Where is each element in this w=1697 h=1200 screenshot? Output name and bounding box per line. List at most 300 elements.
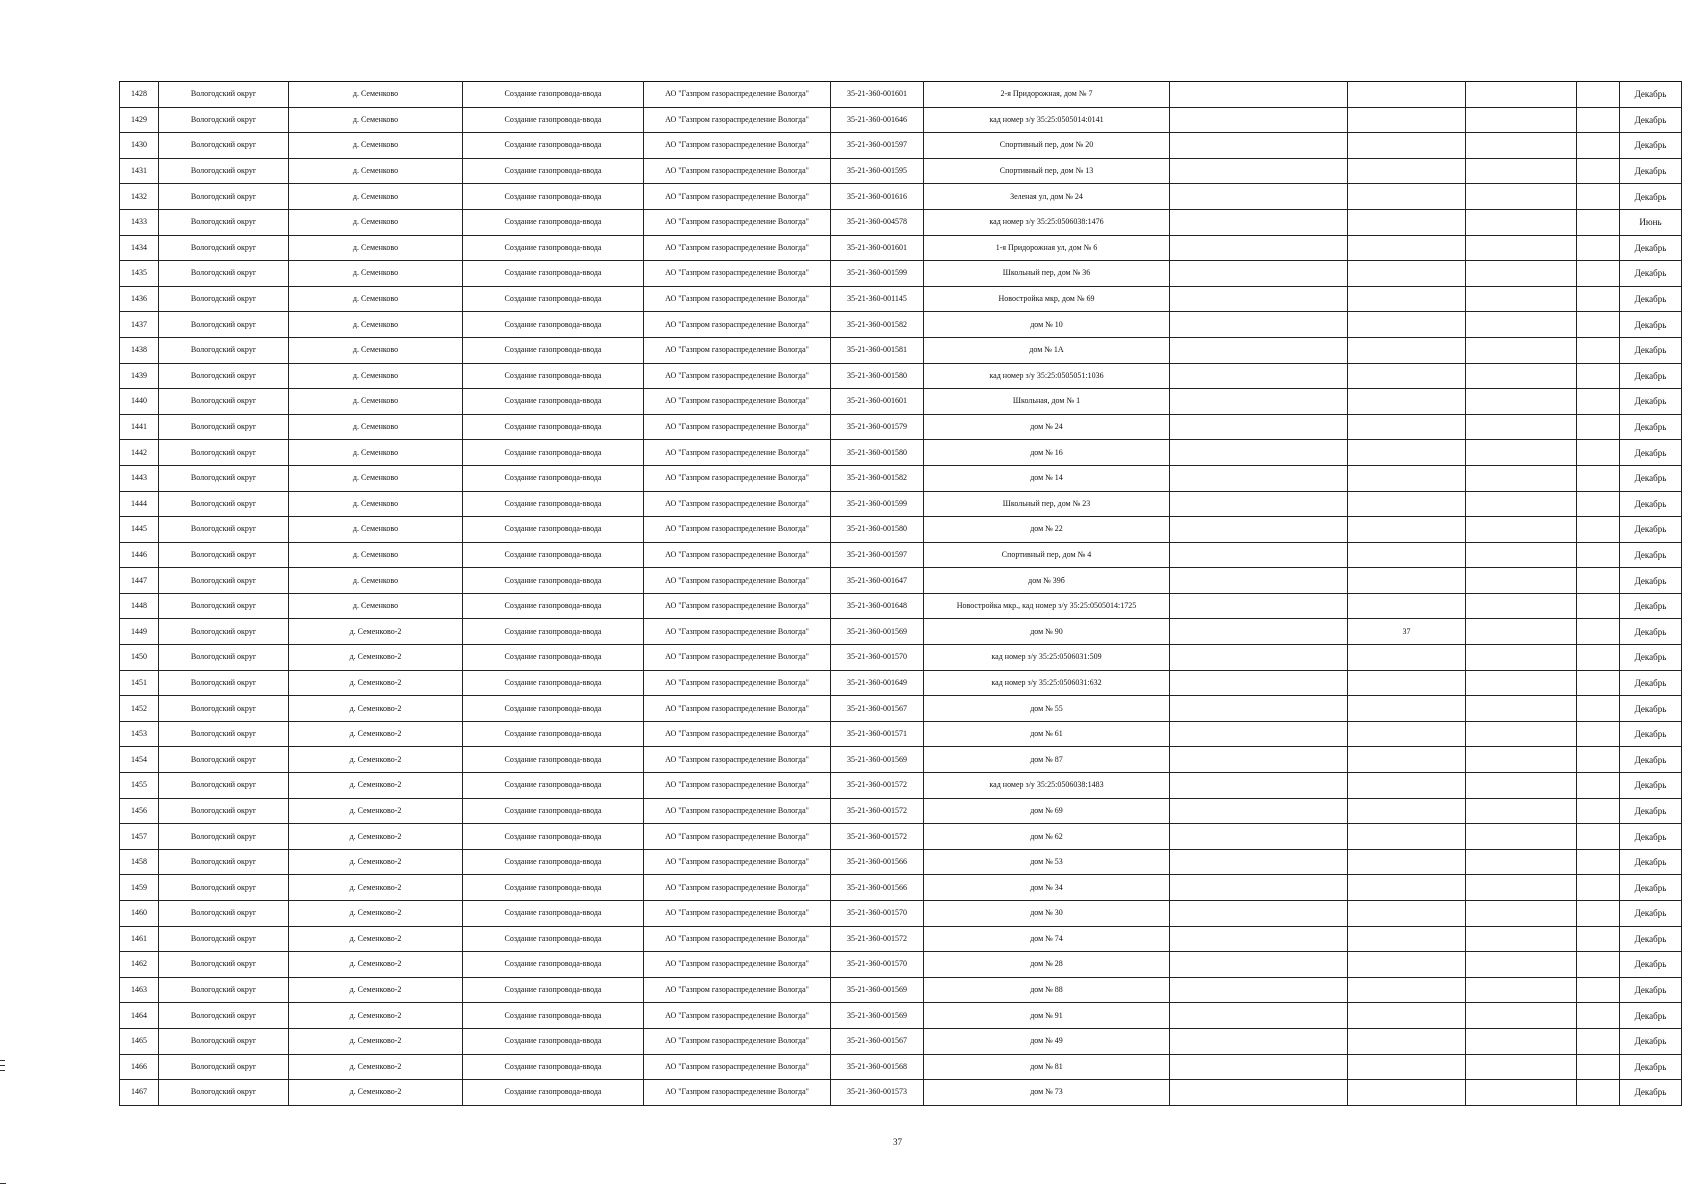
cell-c11: [1577, 82, 1620, 108]
cell-district: Вологодский округ: [159, 107, 289, 133]
cell-work-type: Создание газопровода-ввода: [463, 363, 644, 389]
cell-object-code: 35-21-360-001572: [831, 824, 924, 850]
cell-c11: [1577, 286, 1620, 312]
cell-c10: [1466, 517, 1577, 543]
cell-c10: [1466, 261, 1577, 287]
cell-c11: [1577, 568, 1620, 594]
cell-c11: [1577, 619, 1620, 645]
cell-object-code: 35-21-360-001569: [831, 747, 924, 773]
cell-district: Вологодский округ: [159, 286, 289, 312]
table-row: [120, 158, 1682, 184]
cell-work-type: Создание газопровода-ввода: [463, 747, 644, 773]
cell-c8: [1170, 721, 1348, 747]
cell-organization: АО "Газпром газораспределение Вологда": [644, 389, 831, 415]
cell-c9: [1348, 1028, 1466, 1054]
cell-district: Вологодский округ: [159, 952, 289, 978]
cell-c8: [1170, 926, 1348, 952]
cell-work-type: Создание газопровода-ввода: [463, 696, 644, 722]
cell-num: 1460: [120, 901, 159, 927]
table-row: [120, 261, 1682, 287]
cell-locality: д. Семенково: [289, 261, 463, 287]
cell-c10: [1466, 593, 1577, 619]
table-row: [120, 773, 1682, 799]
table-row: [120, 721, 1682, 747]
cell-c8: [1170, 849, 1348, 875]
cell-c9: [1348, 235, 1466, 261]
cell-c9: [1348, 389, 1466, 415]
cell-c10: [1466, 926, 1577, 952]
table-row: [120, 1054, 1682, 1080]
cell-organization: АО "Газпром газораспределение Вологда": [644, 312, 831, 338]
cell-num: 1453: [120, 721, 159, 747]
cell-district: Вологодский округ: [159, 542, 289, 568]
cell-address: кад номер з/у 35:25:0506031:509: [924, 645, 1170, 671]
gas-connection-table: [119, 81, 1682, 1106]
cell-c9: 37: [1348, 619, 1466, 645]
cell-locality: д. Семенково-2: [289, 1003, 463, 1029]
cell-c11: [1577, 977, 1620, 1003]
cell-month: Декабрь: [1620, 261, 1682, 287]
cell-object-code: 35-21-360-001582: [831, 312, 924, 338]
cell-district: Вологодский округ: [159, 414, 289, 440]
cell-organization: АО "Газпром газораспределение Вологда": [644, 465, 831, 491]
cell-c8: [1170, 82, 1348, 108]
cell-district: Вологодский округ: [159, 491, 289, 517]
cell-district: Вологодский округ: [159, 696, 289, 722]
cell-c11: [1577, 184, 1620, 210]
cell-c8: [1170, 696, 1348, 722]
cell-address: дом № 1А: [924, 337, 1170, 363]
cell-locality: д. Семенково-2: [289, 645, 463, 671]
cell-work-type: Создание газопровода-ввода: [463, 977, 644, 1003]
cell-work-type: Создание газопровода-ввода: [463, 261, 644, 287]
cell-object-code: 35-21-360-001599: [831, 491, 924, 517]
table-row: [120, 593, 1682, 619]
cell-num: 1447: [120, 568, 159, 594]
cell-c9: [1348, 875, 1466, 901]
cell-locality: д. Семенково: [289, 491, 463, 517]
cell-organization: АО "Газпром газораспределение Вологда": [644, 363, 831, 389]
table-row: [120, 491, 1682, 517]
cell-work-type: Создание газопровода-ввода: [463, 465, 644, 491]
cell-locality: д. Семенково-2: [289, 1080, 463, 1106]
cell-address: дом № 49: [924, 1028, 1170, 1054]
cell-district: Вологодский округ: [159, 721, 289, 747]
cell-organization: АО "Газпром газораспределение Вологда": [644, 926, 831, 952]
cell-work-type: Создание газопровода-ввода: [463, 440, 644, 466]
cell-organization: АО "Газпром газораспределение Вологда": [644, 568, 831, 594]
cell-work-type: Создание газопровода-ввода: [463, 414, 644, 440]
cell-month: Декабрь: [1620, 1054, 1682, 1080]
cell-organization: АО "Газпром газораспределение Вологда": [644, 824, 831, 850]
cell-work-type: Создание газопровода-ввода: [463, 824, 644, 850]
cell-c8: [1170, 1080, 1348, 1106]
cell-district: Вологодский округ: [159, 133, 289, 159]
cell-c10: [1466, 901, 1577, 927]
cell-locality: д. Семенково-2: [289, 901, 463, 927]
cell-month: Декабрь: [1620, 670, 1682, 696]
cell-object-code: 35-21-360-001573: [831, 1080, 924, 1106]
cell-c9: [1348, 158, 1466, 184]
cell-organization: АО "Газпром газораспределение Вологда": [644, 1080, 831, 1106]
cell-c11: [1577, 542, 1620, 568]
cell-c10: [1466, 209, 1577, 235]
cell-c11: [1577, 491, 1620, 517]
cell-district: Вологодский округ: [159, 977, 289, 1003]
cell-address: дом № 39б: [924, 568, 1170, 594]
cell-c8: [1170, 440, 1348, 466]
cell-object-code: 35-21-360-001616: [831, 184, 924, 210]
cell-num: 1450: [120, 645, 159, 671]
cell-c9: [1348, 440, 1466, 466]
cell-month: Декабрь: [1620, 747, 1682, 773]
cell-address: дом № 69: [924, 798, 1170, 824]
cell-work-type: Создание газопровода-ввода: [463, 670, 644, 696]
cell-address: дом № 88: [924, 977, 1170, 1003]
cell-c9: [1348, 593, 1466, 619]
table-row: [120, 1080, 1682, 1106]
cell-c10: [1466, 337, 1577, 363]
cell-c11: [1577, 440, 1620, 466]
cell-c11: [1577, 1080, 1620, 1106]
cell-c10: [1466, 414, 1577, 440]
cell-c9: [1348, 517, 1466, 543]
cell-num: 1457: [120, 824, 159, 850]
cell-locality: д. Семенково: [289, 312, 463, 338]
cell-organization: АО "Газпром газораспределение Вологда": [644, 517, 831, 543]
cell-c8: [1170, 312, 1348, 338]
cell-month: Декабрь: [1620, 235, 1682, 261]
cell-month: Декабрь: [1620, 337, 1682, 363]
cell-c8: [1170, 337, 1348, 363]
cell-month: Декабрь: [1620, 773, 1682, 799]
cell-work-type: Создание газопровода-ввода: [463, 952, 644, 978]
cell-locality: д. Семенково: [289, 389, 463, 415]
cell-locality: д. Семенково: [289, 568, 463, 594]
table-row: [120, 235, 1682, 261]
cell-address: дом № 30: [924, 901, 1170, 927]
cell-num: 1466: [120, 1054, 159, 1080]
cell-c8: [1170, 158, 1348, 184]
cell-object-code: 35-21-360-001580: [831, 517, 924, 543]
cell-address: дом № 24: [924, 414, 1170, 440]
table-row: [120, 901, 1682, 927]
cell-organization: АО "Газпром газораспределение Вологда": [644, 337, 831, 363]
cell-work-type: Создание газопровода-ввода: [463, 133, 644, 159]
cell-c8: [1170, 286, 1348, 312]
cell-c10: [1466, 1054, 1577, 1080]
cell-c9: [1348, 184, 1466, 210]
cell-month: Декабрь: [1620, 824, 1682, 850]
cell-c11: [1577, 645, 1620, 671]
cell-c10: [1466, 824, 1577, 850]
table-row: [120, 952, 1682, 978]
cell-work-type: Создание газопровода-ввода: [463, 645, 644, 671]
cell-address: дом № 28: [924, 952, 1170, 978]
cell-district: Вологодский округ: [159, 82, 289, 108]
cell-address: дом № 73: [924, 1080, 1170, 1106]
cell-object-code: 35-21-360-001570: [831, 952, 924, 978]
cell-month: Декабрь: [1620, 798, 1682, 824]
cell-organization: АО "Газпром газораспределение Вологда": [644, 645, 831, 671]
page-number: 37: [893, 1137, 902, 1147]
cell-c8: [1170, 875, 1348, 901]
cell-work-type: Создание газопровода-ввода: [463, 209, 644, 235]
cell-object-code: 35-21-360-001580: [831, 440, 924, 466]
cell-locality: д. Семенково: [289, 184, 463, 210]
cell-month: Декабрь: [1620, 926, 1682, 952]
cell-c9: [1348, 363, 1466, 389]
cell-c10: [1466, 286, 1577, 312]
cell-locality: д. Семенково: [289, 440, 463, 466]
cell-c9: [1348, 645, 1466, 671]
cell-object-code: 35-21-360-001567: [831, 1028, 924, 1054]
cell-num: 1431: [120, 158, 159, 184]
cell-organization: АО "Газпром газораспределение Вологда": [644, 977, 831, 1003]
cell-c10: [1466, 670, 1577, 696]
cell-c10: [1466, 696, 1577, 722]
cell-locality: д. Семенково: [289, 235, 463, 261]
cell-month: Июнь: [1620, 209, 1682, 235]
cell-num: 1433: [120, 209, 159, 235]
cell-address: Школьный пер, дом № 36: [924, 261, 1170, 287]
table-row: [120, 747, 1682, 773]
cell-address: кад номер з/у 35:25:0506038:1476: [924, 209, 1170, 235]
cell-c11: [1577, 696, 1620, 722]
cell-num: 1448: [120, 593, 159, 619]
cell-organization: АО "Газпром газораспределение Вологда": [644, 414, 831, 440]
cell-c9: [1348, 824, 1466, 850]
cell-work-type: Создание газопровода-ввода: [463, 773, 644, 799]
cell-c10: [1466, 568, 1577, 594]
cell-locality: д. Семенково: [289, 82, 463, 108]
cell-locality: д. Семенково: [289, 542, 463, 568]
cell-c10: [1466, 747, 1577, 773]
cell-object-code: 35-21-360-001145: [831, 286, 924, 312]
cell-work-type: Создание газопровода-ввода: [463, 312, 644, 338]
table-row: [120, 286, 1682, 312]
cell-month: Декабрь: [1620, 977, 1682, 1003]
cell-c10: [1466, 184, 1577, 210]
cell-work-type: Создание газопровода-ввода: [463, 82, 644, 108]
cell-district: Вологодский округ: [159, 1054, 289, 1080]
cell-locality: д. Семенково-2: [289, 721, 463, 747]
cell-locality: д. Семенково-2: [289, 926, 463, 952]
cell-c9: [1348, 133, 1466, 159]
cell-month: Декабрь: [1620, 696, 1682, 722]
cell-c9: [1348, 696, 1466, 722]
cell-district: Вологодский округ: [159, 593, 289, 619]
cell-address: Спортивный пер, дом № 20: [924, 133, 1170, 159]
cell-c11: [1577, 721, 1620, 747]
cell-month: Декабрь: [1620, 593, 1682, 619]
cell-month: Декабрь: [1620, 875, 1682, 901]
cell-c11: [1577, 670, 1620, 696]
cell-organization: АО "Газпром газораспределение Вологда": [644, 670, 831, 696]
cell-month: Декабрь: [1620, 158, 1682, 184]
cell-work-type: Создание газопровода-ввода: [463, 286, 644, 312]
cell-c8: [1170, 593, 1348, 619]
cell-work-type: Создание газопровода-ввода: [463, 517, 644, 543]
cell-address: дом № 61: [924, 721, 1170, 747]
cell-organization: АО "Газпром газораспределение Вологда": [644, 773, 831, 799]
table-row: [120, 107, 1682, 133]
cell-address: 1-я Придорожная ул, дом № 6: [924, 235, 1170, 261]
cell-object-code: 35-21-360-001567: [831, 696, 924, 722]
cell-locality: д. Семенково-2: [289, 952, 463, 978]
cell-organization: АО "Газпром газораспределение Вологда": [644, 696, 831, 722]
cell-c9: [1348, 849, 1466, 875]
cell-work-type: Создание газопровода-ввода: [463, 389, 644, 415]
cell-c8: [1170, 542, 1348, 568]
cell-c8: [1170, 977, 1348, 1003]
cell-month: Декабрь: [1620, 107, 1682, 133]
cell-month: Декабрь: [1620, 363, 1682, 389]
cell-district: Вологодский округ: [159, 261, 289, 287]
cell-c11: [1577, 209, 1620, 235]
cell-locality: д. Семенково-2: [289, 977, 463, 1003]
cell-organization: АО "Газпром газораспределение Вологда": [644, 721, 831, 747]
cell-c9: [1348, 82, 1466, 108]
cell-address: кад номер з/у 35:25:0506038:1483: [924, 773, 1170, 799]
cell-work-type: Создание газопровода-ввода: [463, 107, 644, 133]
cell-c8: [1170, 645, 1348, 671]
table-row: [120, 312, 1682, 338]
cell-address: дом № 55: [924, 696, 1170, 722]
cell-work-type: Создание газопровода-ввода: [463, 926, 644, 952]
cell-object-code: 35-21-360-001649: [831, 670, 924, 696]
table-row: [120, 184, 1682, 210]
table-row: [120, 542, 1682, 568]
table-row: [120, 824, 1682, 850]
cell-organization: АО "Газпром газораспределение Вологда": [644, 491, 831, 517]
cell-c11: [1577, 773, 1620, 799]
cell-organization: АО "Газпром газораспределение Вологда": [644, 261, 831, 287]
cell-c11: [1577, 158, 1620, 184]
cell-c8: [1170, 798, 1348, 824]
cell-object-code: 35-21-360-001646: [831, 107, 924, 133]
cell-object-code: 35-21-360-001599: [831, 261, 924, 287]
cell-district: Вологодский округ: [159, 568, 289, 594]
cell-c8: [1170, 363, 1348, 389]
cell-object-code: 35-21-360-001570: [831, 901, 924, 927]
cell-c10: [1466, 389, 1577, 415]
cell-district: Вологодский округ: [159, 849, 289, 875]
cell-district: Вологодский округ: [159, 619, 289, 645]
cell-c8: [1170, 1028, 1348, 1054]
cell-num: 1463: [120, 977, 159, 1003]
cell-locality: д. Семенково-2: [289, 849, 463, 875]
cell-month: Декабрь: [1620, 619, 1682, 645]
cell-c8: [1170, 107, 1348, 133]
cell-c10: [1466, 82, 1577, 108]
cell-num: 1462: [120, 952, 159, 978]
cell-c10: [1466, 875, 1577, 901]
cell-address: дом № 62: [924, 824, 1170, 850]
cell-work-type: Создание газопровода-ввода: [463, 901, 644, 927]
cell-district: Вологодский округ: [159, 517, 289, 543]
cell-c10: [1466, 133, 1577, 159]
cell-c10: [1466, 107, 1577, 133]
cell-work-type: Создание газопровода-ввода: [463, 542, 644, 568]
cell-work-type: Создание газопровода-ввода: [463, 235, 644, 261]
cell-c8: [1170, 901, 1348, 927]
cell-object-code: 35-21-360-001572: [831, 798, 924, 824]
cell-c9: [1348, 1054, 1466, 1080]
cell-c11: [1577, 517, 1620, 543]
table-row: [120, 645, 1682, 671]
table-row: [120, 875, 1682, 901]
cell-c8: [1170, 517, 1348, 543]
cell-c10: [1466, 465, 1577, 491]
cell-month: Декабрь: [1620, 542, 1682, 568]
cell-c10: [1466, 1003, 1577, 1029]
cell-num: 1467: [120, 1080, 159, 1106]
cell-c8: [1170, 568, 1348, 594]
cell-district: Вологодский округ: [159, 209, 289, 235]
cell-organization: АО "Газпром газораспределение Вологда": [644, 158, 831, 184]
cell-num: 1456: [120, 798, 159, 824]
cell-c11: [1577, 414, 1620, 440]
cell-object-code: 35-21-360-001581: [831, 337, 924, 363]
cell-c9: [1348, 1080, 1466, 1106]
cell-district: Вологодский округ: [159, 875, 289, 901]
cell-c8: [1170, 773, 1348, 799]
cell-district: Вологодский округ: [159, 926, 289, 952]
cell-num: 1436: [120, 286, 159, 312]
cell-c11: [1577, 133, 1620, 159]
table-row: [120, 465, 1682, 491]
cell-address: кад номер з/у 35:25:0506031:632: [924, 670, 1170, 696]
cell-c11: [1577, 107, 1620, 133]
cell-month: Декабрь: [1620, 184, 1682, 210]
table-row: [120, 440, 1682, 466]
cell-c10: [1466, 619, 1577, 645]
cell-locality: д. Семенково: [289, 414, 463, 440]
cell-c9: [1348, 747, 1466, 773]
cell-month: Декабрь: [1620, 286, 1682, 312]
table-row: [120, 670, 1682, 696]
cell-organization: АО "Газпром газораспределение Вологда": [644, 209, 831, 235]
cell-locality: д. Семенково-2: [289, 670, 463, 696]
cell-work-type: Создание газопровода-ввода: [463, 1003, 644, 1029]
cell-c11: [1577, 235, 1620, 261]
cell-num: 1446: [120, 542, 159, 568]
cell-district: Вологодский округ: [159, 235, 289, 261]
cell-month: Декабрь: [1620, 901, 1682, 927]
table-row: [120, 414, 1682, 440]
cell-c8: [1170, 414, 1348, 440]
cell-work-type: Создание газопровода-ввода: [463, 593, 644, 619]
cell-month: Декабрь: [1620, 82, 1682, 108]
cell-locality: д. Семенково-2: [289, 875, 463, 901]
cell-c9: [1348, 670, 1466, 696]
cell-c9: [1348, 1003, 1466, 1029]
cell-c11: [1577, 952, 1620, 978]
scan-edge-dash: [0, 1183, 6, 1184]
cell-address: дом № 16: [924, 440, 1170, 466]
register-sheet: [119, 81, 1681, 1106]
cell-month: Декабрь: [1620, 312, 1682, 338]
cell-object-code: 35-21-360-001569: [831, 1003, 924, 1029]
cell-address: кад номер з/у 35:25:0505014:0141: [924, 107, 1170, 133]
cell-month: Декабрь: [1620, 517, 1682, 543]
cell-work-type: Создание газопровода-ввода: [463, 619, 644, 645]
cell-address: дом № 81: [924, 1054, 1170, 1080]
cell-c9: [1348, 977, 1466, 1003]
cell-c10: [1466, 645, 1577, 671]
cell-c11: [1577, 926, 1620, 952]
